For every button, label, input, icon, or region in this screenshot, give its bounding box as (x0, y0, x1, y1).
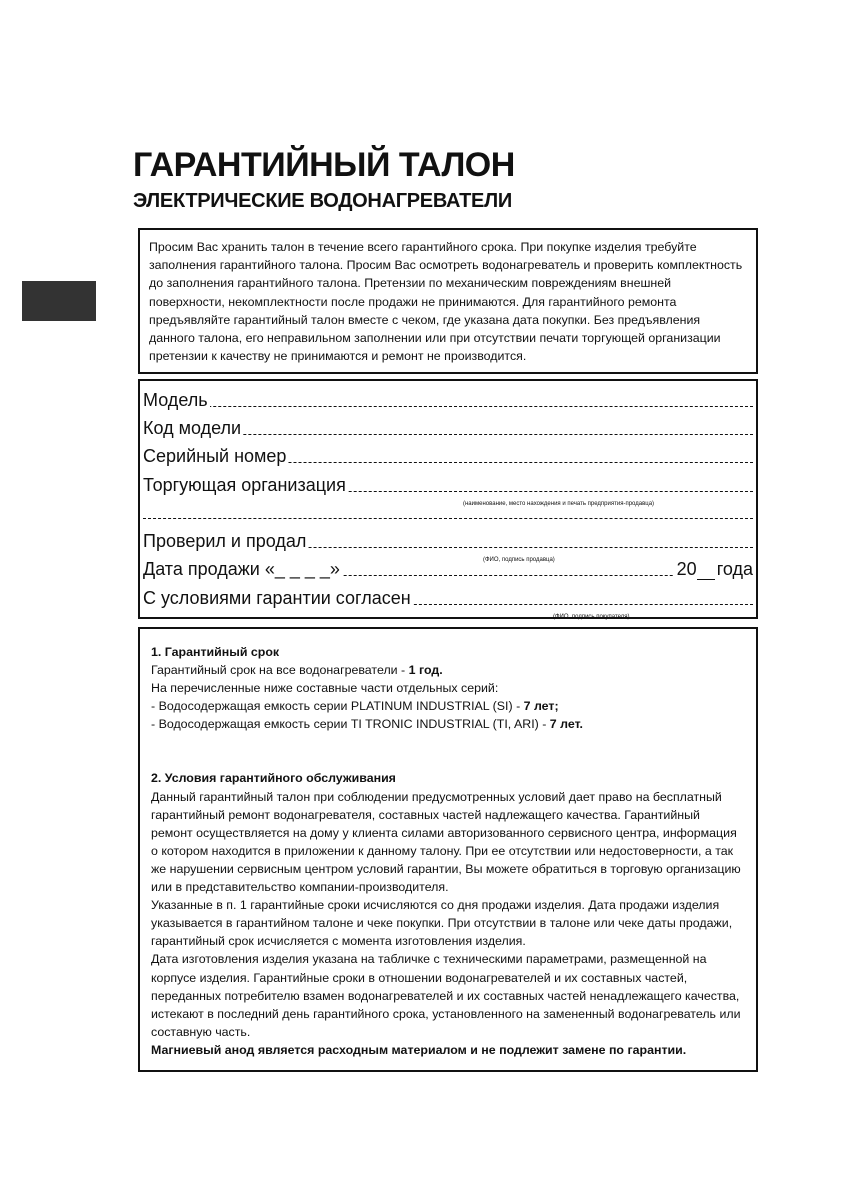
section-1-title: 1. Гарантийный срок (151, 645, 280, 659)
section-1-line-3 (151, 697, 745, 715)
agree-label: С условиями гарантии согласен (143, 588, 411, 608)
section-2-paragraph-2: Указанные в п. 1 гарантийные сроки исчисляются со дня продажи изделия. Дата продажи изделия указывается в гарантийном талоне и чеке покупки. При отсутствии в талоне или чеке даты продажи, гарантийный срок исчисляется с момента изготовления изделия. (151, 898, 733, 949)
model-row (143, 385, 753, 413)
year-suffix: года (716, 559, 753, 579)
seller-note: (наименование, место нахождения и печать предприятия-продавца) (463, 501, 655, 507)
warranty-form (138, 379, 758, 619)
seller-extra-row (143, 497, 753, 525)
section-2-title: 2. Условия гарантийного обслуживания (151, 771, 396, 786)
sale-date-label: Дата продажи «_ _ _ _» (143, 559, 340, 579)
year-field[interactable] (697, 563, 715, 580)
section-2-paragraph-3: Дата изготовления изделия указана на табличке с техническими параметрами, размещенной на корпусе изделия. Гарантийные сроки в отношении водонагревателей и их составных частей, переданных потребителю взамен водонагревателей и их составных частей ненадлежащего качества, истекают в последний день гарантийного срока, установленного на замененный водонагреватель или составную часть. (151, 952, 741, 1039)
checked-row (143, 526, 753, 563)
page-title: ГАРАНТИЙНЫЙ ТАЛОН (133, 146, 515, 184)
model-label: Модель (143, 390, 208, 410)
page-subtitle: ЭЛЕКТРИЧЕСКИЕ ВОДОНАГРЕВАТЕЛИ (133, 190, 512, 212)
intro-notice-box (138, 228, 758, 374)
term-bold: 1 год. (408, 663, 443, 678)
sale-year (674, 559, 753, 580)
term-text: - Водосодержащая емкость серии TI TRONIC INDUSTRIAL (TI, ARI) - (151, 717, 550, 732)
year-prefix: 20 (676, 559, 697, 579)
seller-label: Торгующая организация (143, 475, 346, 495)
serial-row (143, 441, 753, 469)
anode-note: Магниевый анод является расходным материалом и не подлежит замене по гарантии. (151, 1042, 687, 1057)
checked-note: (ФИО, подпись продавца) (483, 557, 555, 563)
terms-box (138, 627, 758, 1072)
seller-row (143, 470, 753, 507)
agree-note: (ФИО, подпись покупателя) (553, 614, 630, 620)
term-text: - Водосодержащая емкость серии PLATINUM INDUSTRIAL (SI) - (151, 699, 524, 714)
serial-label: Серийный номер (143, 446, 287, 466)
intro-text: Просим Вас хранить талон в течение всего гарантийного срока. При покупке изделия требуйте заполнения гарантийного талона. Просим Вас осмотреть водонагреватель и проверить комплектность до заполнения гарантийного талона. Претензии по механическим повреждениям внешней поверхности, некомплектности после продажи не принимаются. Для гарантийного ремонта предъявляйте гарантийный талон вместе с чеком, где указана дата покупки. Без предъявления данного талона, его неправильном заполнении или при отсутствии печати торгующей организации претензии к качеству не принимаются и ремонт не производится. (149, 240, 743, 364)
section-2-paragraph-1: Данный гарантийный талон при соблюдении предусмотренных условий дает право на бесплатный гарантийный ремонт водонагревателя, составных частей надлежащего качества. Гарантийный ремонт осуществляется на дому у клиента силами авторизованного сервисного центра, информация о котором находится в приложении к данному талону. При ее отсутствии или недостоверности, а так же нарушении сервисным центром условий гарантии, Вы можете обратиться в торговую организацию или в представительство компании-производителя. (151, 789, 741, 895)
section-gap (151, 733, 745, 769)
model-code-label: Код модели (143, 418, 242, 438)
agree-row (143, 583, 753, 620)
section-1-line-1 (151, 661, 745, 679)
section-1-line-4 (151, 715, 745, 733)
seller-extra-field[interactable] (143, 518, 753, 519)
term-text: Гарантийный срок на все водонагреватели - (151, 663, 409, 678)
checked-label: Проверил и продал (143, 531, 307, 551)
model-field[interactable] (143, 406, 753, 407)
model-code-row (143, 413, 753, 441)
sale-date-row (143, 554, 753, 582)
section-1-line-2: На перечисленные ниже составные части отдельных серий: (151, 681, 499, 696)
page-tab-marker (22, 281, 96, 321)
term-bold: 7 лет. (549, 717, 583, 732)
term-bold: 7 лет; (523, 699, 559, 714)
section-2-paragraph-4 (151, 1041, 745, 1059)
